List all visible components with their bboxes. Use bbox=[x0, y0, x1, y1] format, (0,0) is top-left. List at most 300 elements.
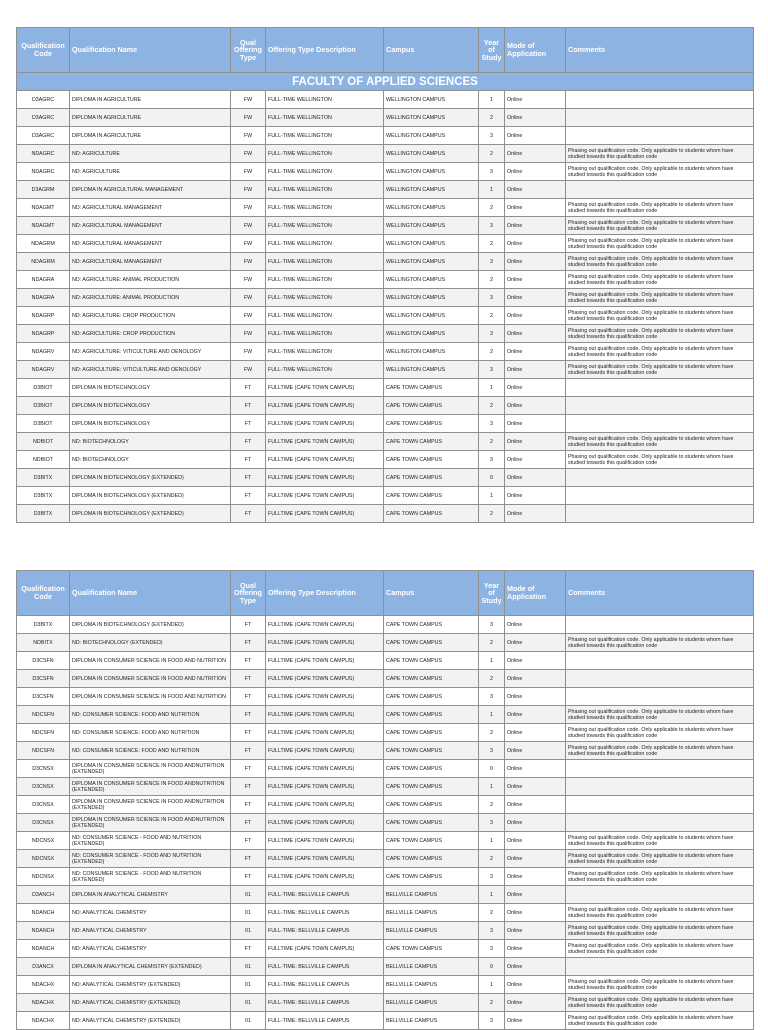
cell-qualification-name: DIPLOMA IN BIOTECHNOLOGY (EXTENDED) bbox=[70, 616, 231, 634]
cell-qualification-name: DIPLOMA IN CONSUMER SCIENCE IN FOOD AND NUTRITION bbox=[70, 670, 231, 688]
cell-qualification-code: D3AGRC bbox=[17, 127, 70, 145]
cell-offering-type-description: FULLTIME (CAPE TOWN CAMPUS) bbox=[266, 433, 384, 451]
cell-offering-type-description: FULL-TIME WELLINGTON bbox=[266, 235, 384, 253]
cell-qualification-code: NDCSFN bbox=[17, 724, 70, 742]
cell-comments: Phasing out qualification code. Only applicable to students whom have studied towards this qualification code bbox=[566, 706, 754, 724]
cell-mode-of-application: Online bbox=[505, 199, 566, 217]
cell-year-of-study: 1 bbox=[479, 778, 505, 796]
cell-year-of-study: 3 bbox=[479, 742, 505, 760]
cell-qualification-code: NDBIOT bbox=[17, 433, 70, 451]
cell-mode-of-application: Online bbox=[505, 976, 566, 994]
cell-qual-offering-type: FW bbox=[231, 307, 266, 325]
faculty-heading: FACULTY OF APPLIED SCIENCES bbox=[17, 73, 754, 91]
cell-year-of-study: 1 bbox=[479, 181, 505, 199]
cell-qualification-name: DIPLOMA IN AGRICULTURE bbox=[70, 91, 231, 109]
cell-qualification-name: ND: CONSUMER SCIENCE - FOOD AND NUTRITION (EXTENDED) bbox=[70, 868, 231, 886]
cell-qual-offering-type: FT bbox=[231, 706, 266, 724]
cell-mode-of-application: Online bbox=[505, 688, 566, 706]
cell-year-of-study: 3 bbox=[479, 163, 505, 181]
cell-qual-offering-type: 01 bbox=[231, 1012, 266, 1030]
cell-offering-type-description: FULLTIME (CAPE TOWN CAMPUS) bbox=[266, 670, 384, 688]
cell-year-of-study: 2 bbox=[479, 904, 505, 922]
cell-comments: Phasing out qualification code. Only applicable to students whom have studied towards this qualification code bbox=[566, 343, 754, 361]
cell-qualification-code: NDAGRP bbox=[17, 307, 70, 325]
cell-qualification-code: D3AGRC bbox=[17, 91, 70, 109]
cell-qualification-code: NDANCH bbox=[17, 940, 70, 958]
cell-qualification-name: DIPLOMA IN AGRICULTURAL MANAGEMENT bbox=[70, 181, 231, 199]
cell-campus: CAPE TOWN CAMPUS bbox=[384, 868, 479, 886]
cell-year-of-study: 2 bbox=[479, 307, 505, 325]
cell-mode-of-application: Online bbox=[505, 487, 566, 505]
cell-year-of-study: 1 bbox=[479, 706, 505, 724]
cell-offering-type-description: FULLTIME (CAPE TOWN CAMPUS) bbox=[266, 850, 384, 868]
cell-year-of-study: 3 bbox=[479, 1012, 505, 1030]
table-row bbox=[17, 253, 754, 271]
cell-campus: WELLINGTON CAMPUS bbox=[384, 235, 479, 253]
table-row bbox=[17, 904, 754, 922]
cell-campus: CAPE TOWN CAMPUS bbox=[384, 505, 479, 523]
cell-qual-offering-type: FT bbox=[231, 451, 266, 469]
cell-year-of-study: 2 bbox=[479, 199, 505, 217]
cell-offering-type-description: FULLTIME (CAPE TOWN CAMPUS) bbox=[266, 652, 384, 670]
cell-offering-type-description: FULL-TIME: BELLVILLE CAMPUS bbox=[266, 886, 384, 904]
cell-qualification-name: ND: AGRICULTURE bbox=[70, 145, 231, 163]
cell-mode-of-application: Online bbox=[505, 670, 566, 688]
cell-comments: Phasing out qualification code. Only applicable to students whom have studied towards this qualification code bbox=[566, 199, 754, 217]
cell-qual-offering-type: 01 bbox=[231, 886, 266, 904]
cell-campus: WELLINGTON CAMPUS bbox=[384, 271, 479, 289]
cell-qualification-code: NDAGRV bbox=[17, 343, 70, 361]
cell-comments: Phasing out qualification code. Only applicable to students whom have studied towards this qualification code bbox=[566, 163, 754, 181]
cell-offering-type-description: FULL-TIME WELLINGTON bbox=[266, 361, 384, 379]
cell-mode-of-application: Online bbox=[505, 379, 566, 397]
cell-qualification-name: ND: AGRICULTURE: ANIMAL PRODUCTION bbox=[70, 271, 231, 289]
cell-offering-type-description: FULLTIME (CAPE TOWN CAMPUS) bbox=[266, 724, 384, 742]
cell-year-of-study: 2 bbox=[479, 235, 505, 253]
cell-comments: Phasing out qualification code. Only applicable to students whom have studied towards this qualification code bbox=[566, 1012, 754, 1030]
cell-mode-of-application: Online bbox=[505, 616, 566, 634]
cell-qual-offering-type: FT bbox=[231, 868, 266, 886]
qualifications-table-2 bbox=[16, 570, 754, 1030]
cell-campus: WELLINGTON CAMPUS bbox=[384, 145, 479, 163]
cell-year-of-study: 3 bbox=[479, 688, 505, 706]
cell-campus: BELLVILLE CAMPUS bbox=[384, 1012, 479, 1030]
cell-qualification-name: ND: AGRICULTURE: CROP PRODUCTION bbox=[70, 325, 231, 343]
cell-year-of-study: 2 bbox=[479, 670, 505, 688]
cell-campus: CAPE TOWN CAMPUS bbox=[384, 379, 479, 397]
cell-qualification-name: DIPLOMA IN CONSUMER SCIENCE IN FOOD AND NUTRITION bbox=[70, 652, 231, 670]
cell-qual-offering-type: FT bbox=[231, 634, 266, 652]
table-row bbox=[17, 850, 754, 868]
cell-campus: WELLINGTON CAMPUS bbox=[384, 325, 479, 343]
cell-comments: Phasing out qualification code. Only applicable to students whom have studied towards this qualification code bbox=[566, 742, 754, 760]
table-row bbox=[17, 199, 754, 217]
cell-year-of-study: 3 bbox=[479, 940, 505, 958]
table-row bbox=[17, 91, 754, 109]
cell-comments bbox=[566, 778, 754, 796]
cell-offering-type-description: FULLTIME (CAPE TOWN CAMPUS) bbox=[266, 940, 384, 958]
cell-mode-of-application: Online bbox=[505, 850, 566, 868]
cell-campus: BELLVILLE CAMPUS bbox=[384, 958, 479, 976]
cell-qualification-code: D3ANCX bbox=[17, 958, 70, 976]
cell-mode-of-application: Online bbox=[505, 217, 566, 235]
header-offering-type-description: Offering Type Description bbox=[266, 571, 384, 616]
cell-qualification-code: NDANCH bbox=[17, 922, 70, 940]
cell-qualification-name: ND: ANALYTICAL CHEMISTRY bbox=[70, 940, 231, 958]
cell-offering-type-description: FULL-TIME WELLINGTON bbox=[266, 271, 384, 289]
cell-offering-type-description: FULL-TIME WELLINGTON bbox=[266, 289, 384, 307]
cell-mode-of-application: Online bbox=[505, 994, 566, 1012]
table-row bbox=[17, 760, 754, 778]
cell-offering-type-description: FULLTIME (CAPE TOWN CAMPUS) bbox=[266, 778, 384, 796]
cell-offering-type-description: FULL-TIME WELLINGTON bbox=[266, 181, 384, 199]
cell-campus: WELLINGTON CAMPUS bbox=[384, 109, 479, 127]
cell-qualification-code: NDACHX bbox=[17, 1012, 70, 1030]
cell-mode-of-application: Online bbox=[505, 271, 566, 289]
cell-mode-of-application: Online bbox=[505, 778, 566, 796]
cell-qualification-name: ND: AGRICULTURAL MANAGEMENT bbox=[70, 217, 231, 235]
cell-qualification-code: NDCSFN bbox=[17, 742, 70, 760]
cell-qualification-code: D3AGRC bbox=[17, 109, 70, 127]
cell-mode-of-application: Online bbox=[505, 253, 566, 271]
cell-comments bbox=[566, 760, 754, 778]
cell-mode-of-application: Online bbox=[505, 958, 566, 976]
cell-comments: Phasing out qualification code. Only applicable to students whom have studied towards this qualification code bbox=[566, 253, 754, 271]
cell-offering-type-description: FULL-TIME: BELLVILLE CAMPUS bbox=[266, 922, 384, 940]
cell-offering-type-description: FULLTIME (CAPE TOWN CAMPUS) bbox=[266, 760, 384, 778]
header-offering-type-description: Offering Type Description bbox=[266, 28, 384, 73]
cell-year-of-study: 2 bbox=[479, 397, 505, 415]
cell-mode-of-application: Online bbox=[505, 1012, 566, 1030]
cell-campus: WELLINGTON CAMPUS bbox=[384, 217, 479, 235]
cell-comments bbox=[566, 814, 754, 832]
cell-comments: Phasing out qualification code. Only applicable to students whom have studied towards this qualification code bbox=[566, 850, 754, 868]
cell-offering-type-description: FULL-TIME: BELLVILLE CAMPUS bbox=[266, 976, 384, 994]
cell-year-of-study: 2 bbox=[479, 109, 505, 127]
header-qualification-name: Qualification Name bbox=[70, 571, 231, 616]
cell-qual-offering-type: FT bbox=[231, 415, 266, 433]
cell-year-of-study: 2 bbox=[479, 505, 505, 523]
cell-mode-of-application: Online bbox=[505, 307, 566, 325]
cell-mode-of-application: Online bbox=[505, 451, 566, 469]
cell-campus: BELLVILLE CAMPUS bbox=[384, 976, 479, 994]
cell-campus: WELLINGTON CAMPUS bbox=[384, 181, 479, 199]
table-row bbox=[17, 487, 754, 505]
cell-year-of-study: 3 bbox=[479, 415, 505, 433]
cell-qualification-name: ND: CONSUMER SCIENCE: FOOD AND NUTRITION bbox=[70, 706, 231, 724]
cell-qualification-code: D3CNSX bbox=[17, 814, 70, 832]
cell-comments: Phasing out qualification code. Only applicable to students whom have studied towards this qualification code bbox=[566, 145, 754, 163]
cell-qualification-name: ND: BIOTECHNOLOGY bbox=[70, 451, 231, 469]
cell-qualification-code: D3BIOT bbox=[17, 397, 70, 415]
table-row bbox=[17, 742, 754, 760]
cell-qualification-name: DIPLOMA IN BIOTECHNOLOGY bbox=[70, 397, 231, 415]
cell-qual-offering-type: FT bbox=[231, 778, 266, 796]
header-comments: Comments bbox=[566, 28, 754, 73]
cell-qualification-code: NDAGRM bbox=[17, 235, 70, 253]
cell-offering-type-description: FULL-TIME: BELLVILLE CAMPUS bbox=[266, 994, 384, 1012]
table-row bbox=[17, 706, 754, 724]
cell-qualification-name: DIPLOMA IN BIOTECHNOLOGY (EXTENDED) bbox=[70, 469, 231, 487]
cell-campus: CAPE TOWN CAMPUS bbox=[384, 724, 479, 742]
cell-mode-of-application: Online bbox=[505, 886, 566, 904]
cell-campus: CAPE TOWN CAMPUS bbox=[384, 415, 479, 433]
cell-offering-type-description: FULLTIME (CAPE TOWN CAMPUS) bbox=[266, 451, 384, 469]
cell-comments: Phasing out qualification code. Only applicable to students whom have studied towards this qualification code bbox=[566, 307, 754, 325]
cell-qual-offering-type: 01 bbox=[231, 976, 266, 994]
cell-offering-type-description: FULL-TIME WELLINGTON bbox=[266, 307, 384, 325]
cell-year-of-study: 2 bbox=[479, 994, 505, 1012]
cell-comments bbox=[566, 397, 754, 415]
cell-qualification-code: NDAGRC bbox=[17, 163, 70, 181]
cell-campus: CAPE TOWN CAMPUS bbox=[384, 397, 479, 415]
cell-campus: BELLVILLE CAMPUS bbox=[384, 994, 479, 1012]
table-row bbox=[17, 109, 754, 127]
table-row bbox=[17, 433, 754, 451]
cell-campus: CAPE TOWN CAMPUS bbox=[384, 742, 479, 760]
cell-comments: Phasing out qualification code. Only applicable to students whom have studied towards this qualification code bbox=[566, 940, 754, 958]
cell-qual-offering-type: FT bbox=[231, 688, 266, 706]
cell-qualification-code: D3BIOT bbox=[17, 415, 70, 433]
header-qual-offering-type: Qual Offering Type bbox=[231, 571, 266, 616]
cell-comments: Phasing out qualification code. Only applicable to students whom have studied towards this qualification code bbox=[566, 634, 754, 652]
cell-qualification-name: DIPLOMA IN ANALYTICAL CHEMISTRY bbox=[70, 886, 231, 904]
cell-mode-of-application: Online bbox=[505, 940, 566, 958]
cell-mode-of-application: Online bbox=[505, 415, 566, 433]
table-row bbox=[17, 415, 754, 433]
cell-mode-of-application: Online bbox=[505, 724, 566, 742]
cell-qual-offering-type: FT bbox=[231, 469, 266, 487]
cell-qual-offering-type: FW bbox=[231, 343, 266, 361]
cell-year-of-study: 2 bbox=[479, 271, 505, 289]
table-row bbox=[17, 451, 754, 469]
cell-qualification-code: NDACHX bbox=[17, 994, 70, 1012]
cell-comments: Phasing out qualification code. Only applicable to students whom have studied towards this qualification code bbox=[566, 433, 754, 451]
cell-campus: CAPE TOWN CAMPUS bbox=[384, 706, 479, 724]
cell-qualification-name: ND: ANALYTICAL CHEMISTRY (EXTENDED) bbox=[70, 994, 231, 1012]
cell-qual-offering-type: FW bbox=[231, 91, 266, 109]
cell-mode-of-application: Online bbox=[505, 361, 566, 379]
cell-qualification-name: ND: AGRICULTURE: VITICULTURE AND OENOLOGY bbox=[70, 343, 231, 361]
cell-qualification-name: DIPLOMA IN BIOTECHNOLOGY bbox=[70, 415, 231, 433]
cell-campus: CAPE TOWN CAMPUS bbox=[384, 778, 479, 796]
cell-comments bbox=[566, 109, 754, 127]
cell-year-of-study: 3 bbox=[479, 127, 505, 145]
table-row bbox=[17, 814, 754, 832]
cell-offering-type-description: FULLTIME (CAPE TOWN CAMPUS) bbox=[266, 868, 384, 886]
cell-qual-offering-type: 01 bbox=[231, 994, 266, 1012]
cell-year-of-study: 3 bbox=[479, 325, 505, 343]
cell-mode-of-application: Online bbox=[505, 163, 566, 181]
cell-qualification-code: NDACHX bbox=[17, 976, 70, 994]
cell-qual-offering-type: FW bbox=[231, 109, 266, 127]
cell-year-of-study: 3 bbox=[479, 253, 505, 271]
cell-mode-of-application: Online bbox=[505, 145, 566, 163]
cell-qualification-name: ND: CONSUMER SCIENCE - FOOD AND NUTRITION (EXTENDED) bbox=[70, 850, 231, 868]
cell-offering-type-description: FULL-TIME WELLINGTON bbox=[266, 127, 384, 145]
cell-qualification-code: D3AGRM bbox=[17, 181, 70, 199]
cell-qual-offering-type: FT bbox=[231, 742, 266, 760]
cell-campus: BELLVILLE CAMPUS bbox=[384, 886, 479, 904]
cell-mode-of-application: Online bbox=[505, 109, 566, 127]
cell-year-of-study: 0 bbox=[479, 760, 505, 778]
cell-qual-offering-type: FW bbox=[231, 253, 266, 271]
cell-comments bbox=[566, 688, 754, 706]
table-row bbox=[17, 724, 754, 742]
cell-comments: Phasing out qualification code. Only applicable to students whom have studied towards this qualification code bbox=[566, 289, 754, 307]
cell-year-of-study: 2 bbox=[479, 433, 505, 451]
cell-qual-offering-type: FW bbox=[231, 145, 266, 163]
cell-mode-of-application: Online bbox=[505, 742, 566, 760]
cell-qualification-code: D3CSFN bbox=[17, 652, 70, 670]
cell-offering-type-description: FULL-TIME WELLINGTON bbox=[266, 91, 384, 109]
cell-offering-type-description: FULLTIME (CAPE TOWN CAMPUS) bbox=[266, 832, 384, 850]
cell-mode-of-application: Online bbox=[505, 235, 566, 253]
cell-qual-offering-type: FW bbox=[231, 163, 266, 181]
qualifications-table-1 bbox=[16, 27, 754, 523]
table-row bbox=[17, 994, 754, 1012]
cell-qualification-code: NDAGRM bbox=[17, 253, 70, 271]
cell-mode-of-application: Online bbox=[505, 904, 566, 922]
cell-qualification-code: D3ANCH bbox=[17, 886, 70, 904]
cell-qual-offering-type: FT bbox=[231, 397, 266, 415]
cell-year-of-study: 3 bbox=[479, 868, 505, 886]
cell-comments: Phasing out qualification code. Only applicable to students whom have studied towards this qualification code bbox=[566, 868, 754, 886]
cell-qualification-name: ND: CONSUMER SCIENCE: FOOD AND NUTRITION bbox=[70, 742, 231, 760]
header-row bbox=[17, 28, 754, 73]
cell-qualification-name: DIPLOMA IN CONSUMER SCIENCE IN FOOD ANDNUTRITION (EXTENDED) bbox=[70, 778, 231, 796]
cell-comments: Phasing out qualification code. Only applicable to students whom have studied towards this qualification code bbox=[566, 832, 754, 850]
cell-qualification-code: NDANCH bbox=[17, 904, 70, 922]
cell-campus: CAPE TOWN CAMPUS bbox=[384, 451, 479, 469]
cell-offering-type-description: FULLTIME (CAPE TOWN CAMPUS) bbox=[266, 634, 384, 652]
cell-comments bbox=[566, 616, 754, 634]
cell-qualification-name: DIPLOMA IN ANALYTICAL CHEMISTRY (EXTENDED) bbox=[70, 958, 231, 976]
header-qualification-name: Qualification Name bbox=[70, 28, 231, 73]
cell-mode-of-application: Online bbox=[505, 652, 566, 670]
cell-qual-offering-type: FT bbox=[231, 379, 266, 397]
cell-qualification-code: D3CNSX bbox=[17, 796, 70, 814]
cell-qual-offering-type: FT bbox=[231, 850, 266, 868]
cell-offering-type-description: FULL-TIME WELLINGTON bbox=[266, 145, 384, 163]
table-row bbox=[17, 217, 754, 235]
cell-comments bbox=[566, 886, 754, 904]
cell-offering-type-description: FULLTIME (CAPE TOWN CAMPUS) bbox=[266, 742, 384, 760]
cell-qualification-name: ND: AGRICULTURAL MANAGEMENT bbox=[70, 253, 231, 271]
cell-qualification-code: D3BITX bbox=[17, 469, 70, 487]
cell-mode-of-application: Online bbox=[505, 325, 566, 343]
cell-qual-offering-type: FT bbox=[231, 814, 266, 832]
table-row bbox=[17, 688, 754, 706]
cell-comments bbox=[566, 670, 754, 688]
cell-qualification-name: ND: ANALYTICAL CHEMISTRY bbox=[70, 922, 231, 940]
cell-offering-type-description: FULLTIME (CAPE TOWN CAMPUS) bbox=[266, 469, 384, 487]
cell-qualification-code: NDAGMT bbox=[17, 199, 70, 217]
cell-comments: Phasing out qualification code. Only applicable to students whom have studied towards this qualification code bbox=[566, 904, 754, 922]
cell-mode-of-application: Online bbox=[505, 343, 566, 361]
cell-comments bbox=[566, 958, 754, 976]
cell-campus: CAPE TOWN CAMPUS bbox=[384, 634, 479, 652]
cell-qualification-name: ND: AGRICULTURE: ANIMAL PRODUCTION bbox=[70, 289, 231, 307]
cell-year-of-study: 2 bbox=[479, 634, 505, 652]
cell-qualification-name: ND: AGRICULTURE: VITICULTURE AND OENOLOGY bbox=[70, 361, 231, 379]
cell-qualification-code: NDCNSX bbox=[17, 850, 70, 868]
cell-campus: CAPE TOWN CAMPUS bbox=[384, 670, 479, 688]
header-mode-of-application: Mode of Application bbox=[505, 28, 566, 73]
cell-offering-type-description: FULLTIME (CAPE TOWN CAMPUS) bbox=[266, 397, 384, 415]
cell-mode-of-application: Online bbox=[505, 91, 566, 109]
cell-offering-type-description: FULLTIME (CAPE TOWN CAMPUS) bbox=[266, 616, 384, 634]
header-campus: Campus bbox=[384, 571, 479, 616]
cell-offering-type-description: FULL-TIME WELLINGTON bbox=[266, 163, 384, 181]
cell-qual-offering-type: 01 bbox=[231, 904, 266, 922]
cell-campus: BELLVILLE CAMPUS bbox=[384, 904, 479, 922]
cell-qual-offering-type: 01 bbox=[231, 922, 266, 940]
cell-qualification-code: NDCSFN bbox=[17, 706, 70, 724]
cell-comments: Phasing out qualification code. Only applicable to students whom have studied towards this qualification code bbox=[566, 235, 754, 253]
table-row bbox=[17, 832, 754, 850]
cell-qual-offering-type: FW bbox=[231, 325, 266, 343]
header-campus: Campus bbox=[384, 28, 479, 73]
cell-mode-of-application: Online bbox=[505, 127, 566, 145]
cell-qualification-code: D3CSFN bbox=[17, 688, 70, 706]
cell-campus: WELLINGTON CAMPUS bbox=[384, 343, 479, 361]
cell-campus: CAPE TOWN CAMPUS bbox=[384, 616, 479, 634]
table-row bbox=[17, 361, 754, 379]
cell-offering-type-description: FULL-TIME: BELLVILLE CAMPUS bbox=[266, 904, 384, 922]
cell-comments: Phasing out qualification code. Only applicable to students whom have studied towards this qualification code bbox=[566, 976, 754, 994]
table-row bbox=[17, 271, 754, 289]
cell-campus: WELLINGTON CAMPUS bbox=[384, 199, 479, 217]
cell-qualification-code: D3BITX bbox=[17, 616, 70, 634]
cell-comments bbox=[566, 415, 754, 433]
cell-campus: CAPE TOWN CAMPUS bbox=[384, 940, 479, 958]
cell-qual-offering-type: FW bbox=[231, 127, 266, 145]
cell-qualification-code: D3CSFN bbox=[17, 670, 70, 688]
cell-offering-type-description: FULLTIME (CAPE TOWN CAMPUS) bbox=[266, 796, 384, 814]
cell-qualification-code: NDAGRA bbox=[17, 271, 70, 289]
header-mode-of-application: Mode of Application bbox=[505, 571, 566, 616]
table-row bbox=[17, 307, 754, 325]
cell-qualification-name: ND: BIOTECHNOLOGY (EXTENDED) bbox=[70, 634, 231, 652]
cell-offering-type-description: FULL-TIME WELLINGTON bbox=[266, 109, 384, 127]
cell-mode-of-application: Online bbox=[505, 181, 566, 199]
cell-qualification-name: ND: ANALYTICAL CHEMISTRY (EXTENDED) bbox=[70, 976, 231, 994]
cell-year-of-study: 3 bbox=[479, 217, 505, 235]
cell-qualification-name: DIPLOMA IN BIOTECHNOLOGY (EXTENDED) bbox=[70, 487, 231, 505]
cell-comments bbox=[566, 91, 754, 109]
cell-mode-of-application: Online bbox=[505, 634, 566, 652]
cell-offering-type-description: FULL-TIME WELLINGTON bbox=[266, 199, 384, 217]
cell-offering-type-description: FULLTIME (CAPE TOWN CAMPUS) bbox=[266, 505, 384, 523]
table-row bbox=[17, 379, 754, 397]
header-qualification-code: Qualification Code bbox=[17, 571, 70, 616]
table-row bbox=[17, 634, 754, 652]
cell-mode-of-application: Online bbox=[505, 868, 566, 886]
cell-qual-offering-type: FT bbox=[231, 760, 266, 778]
cell-qualification-name: DIPLOMA IN CONSUMER SCIENCE IN FOOD ANDNUTRITION (EXTENDED) bbox=[70, 814, 231, 832]
cell-qualification-code: NDBIOT bbox=[17, 451, 70, 469]
cell-offering-type-description: FULLTIME (CAPE TOWN CAMPUS) bbox=[266, 487, 384, 505]
cell-qualification-name: DIPLOMA IN AGRICULTURE bbox=[70, 127, 231, 145]
cell-campus: WELLINGTON CAMPUS bbox=[384, 289, 479, 307]
cell-year-of-study: 3 bbox=[479, 616, 505, 634]
header-year-of-study: Year of Study bbox=[479, 28, 505, 73]
cell-qual-offering-type: FT bbox=[231, 832, 266, 850]
cell-offering-type-description: FULL-TIME WELLINGTON bbox=[266, 217, 384, 235]
cell-year-of-study: 1 bbox=[479, 652, 505, 670]
cell-mode-of-application: Online bbox=[505, 505, 566, 523]
